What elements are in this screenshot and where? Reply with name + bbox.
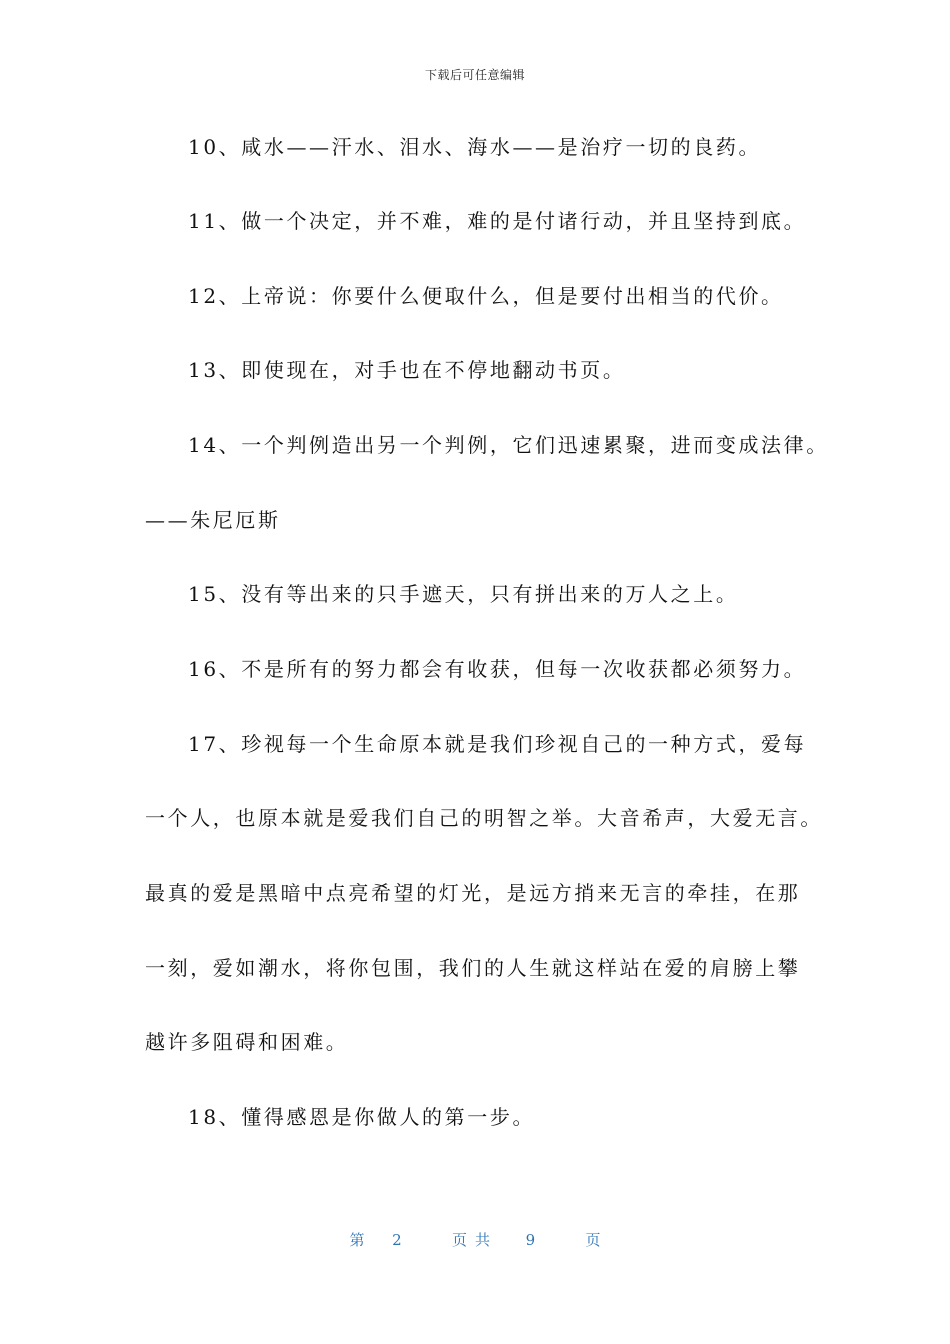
quote-line-13: 13、即使现在，对手也在不停地翻动书页。 <box>188 358 626 382</box>
quote-line-18: 18、懂得感恩是你做人的第一步。 <box>188 1105 536 1129</box>
quote-attribution: ——朱尼厄斯 <box>145 508 281 532</box>
quote-line-17-cont-4: 越许多阻碍和困难。 <box>145 1030 349 1054</box>
quote-line-10: 10、咸水——汗水、泪水、海水——是治疗一切的良药。 <box>188 135 762 159</box>
page-label: 第 <box>349 1231 365 1249</box>
quote-line-12: 12、上帝说：你要什么便取什么，但是要付出相当的代价。 <box>188 284 784 308</box>
page-footer <box>0 1229 950 1250</box>
quote-line-16: 16、不是所有的努力都会有收获，但每一次收获都必须努力。 <box>188 657 807 681</box>
page-end-label: 页 <box>585 1231 601 1249</box>
page-number: 2 <box>392 1231 402 1249</box>
quote-line-14: 14、一个判例造出另一个判例，它们迅速累聚，进而变成法律。 <box>188 433 829 457</box>
page-mid-label: 页共 <box>451 1231 498 1249</box>
quote-line-17: 17、珍视每一个生命原本就是我们珍视自己的一种方式，爱每 <box>188 732 807 756</box>
quote-line-17-cont-2: 最真的爱是黑暗中点亮希望的灯光，是远方捎来无言的牵挂，在那 <box>145 881 801 905</box>
quote-line-17-cont-3: 一刻，爱如潮水，将你包围，我们的人生就这样站在爱的肩膀上攀 <box>145 956 801 980</box>
page-header: 下载后可任意编辑 <box>424 68 525 82</box>
quote-line-17-cont-1: 一个人，也原本就是爱我们自己的明智之举。大音希声，大爱无言。 <box>145 806 823 830</box>
total-pages: 9 <box>525 1231 536 1249</box>
quote-line-15: 15、没有等出来的只手遮天，只有拼出来的万人之上。 <box>188 582 739 606</box>
quote-line-11: 11、做一个决定，并不难，难的是付诸行动，并且坚持到底。 <box>188 209 807 233</box>
